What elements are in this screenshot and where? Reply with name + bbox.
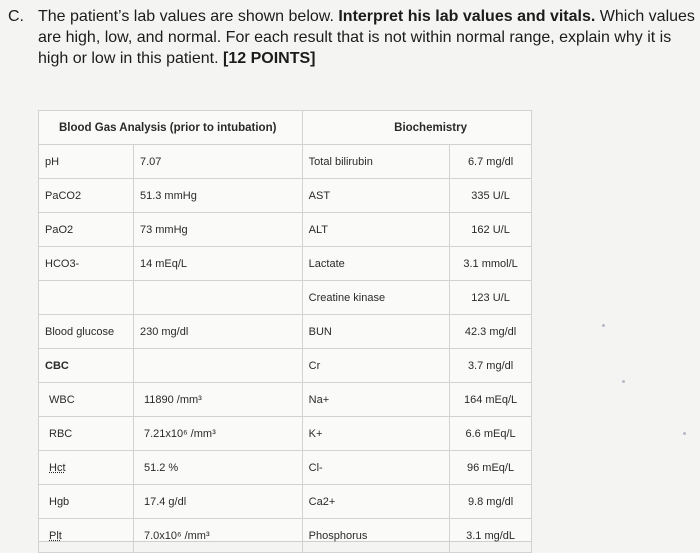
right-label: Phosphorus [302,519,449,553]
table-row [39,451,532,485]
stray-dot [602,324,605,327]
table-row [39,179,532,213]
question-text [38,6,698,69]
table-row [39,145,532,179]
right-value: 3.7 mg/dl [450,349,532,383]
lab-values-table [38,110,532,553]
right-label: Cr [302,349,449,383]
left-value: 7.0x10⁶ /mm³ [133,519,302,553]
question-points: [12 POINTS] [223,50,316,67]
stray-dot [622,380,625,383]
left-label: Plt [39,519,134,553]
stray-dot [683,432,686,435]
right-label: Creatine kinase [302,281,449,315]
right-value: 162 U/L [450,213,532,247]
right-value: 164 mEq/L [450,383,532,417]
right-value: 9.8 mg/dl [450,485,532,519]
table-row [39,247,532,281]
table-row [39,281,532,315]
left-label: PaO2 [39,213,134,247]
left-value: 14 mEq/L [133,247,302,281]
left-value [133,349,302,383]
left-label: RBC [39,417,134,451]
question-text-end: Which values are high, low, and normal. For each result that is not within normal range, explain why it is high or low in this patient. [38,8,695,67]
question-block [8,6,698,69]
right-label: ALT [302,213,449,247]
left-value: 11890 /mm³ [133,383,302,417]
right-value: 335 U/L [450,179,532,213]
table-row [39,315,532,349]
right-label: Ca2+ [302,485,449,519]
question-marker: C. [8,8,24,25]
left-label: pH [39,145,134,179]
right-value: 123 U/L [450,281,532,315]
right-value: 96 mEq/L [450,451,532,485]
left-label: Hgb [39,485,134,519]
right-value: 3.1 mmol/L [450,247,532,281]
left-label: PaCO2 [39,179,134,213]
left-label: HCO3- [39,247,134,281]
left-value: 51.2 % [133,451,302,485]
left-value: 7.07 [133,145,302,179]
right-value: 6.6 mEq/L [450,417,532,451]
question-text-start: The patient’s lab values are shown below. [38,8,339,25]
table-row [39,417,532,451]
table-header-row [39,111,532,145]
right-label: AST [302,179,449,213]
blood-gas-header: Blood Gas Analysis (prior to intubation) [39,111,303,145]
right-label: Cl- [302,451,449,485]
left-value: 51.3 mmHg [133,179,302,213]
right-value: 42.3 mg/dl [450,315,532,349]
table-row [39,383,532,417]
table-row [39,349,532,383]
right-label: Total bilirubin [302,145,449,179]
left-label: WBC [39,383,134,417]
left-label: Blood glucose [39,315,134,349]
question-text-bold: Interpret his lab values and vitals. [338,8,596,25]
right-label: Na+ [302,383,449,417]
biochemistry-header: Biochemistry [302,111,531,145]
right-value: 6.7 mg/dl [450,145,532,179]
right-label: K+ [302,417,449,451]
table-row [39,485,532,519]
left-label [39,281,134,315]
left-value: 17.4 g/dl [133,485,302,519]
table-row [39,213,532,247]
left-value: 73 mmHg [133,213,302,247]
right-label: Lactate [302,247,449,281]
left-label: CBC [39,349,134,383]
right-value: 3.1 mg/dL [450,519,532,553]
left-value: 230 mg/dl [133,315,302,349]
left-label: Hct [39,451,134,485]
left-value [133,281,302,315]
left-value: 7.21x10⁶ /mm³ [133,417,302,451]
table-row [39,519,532,553]
right-label: BUN [302,315,449,349]
